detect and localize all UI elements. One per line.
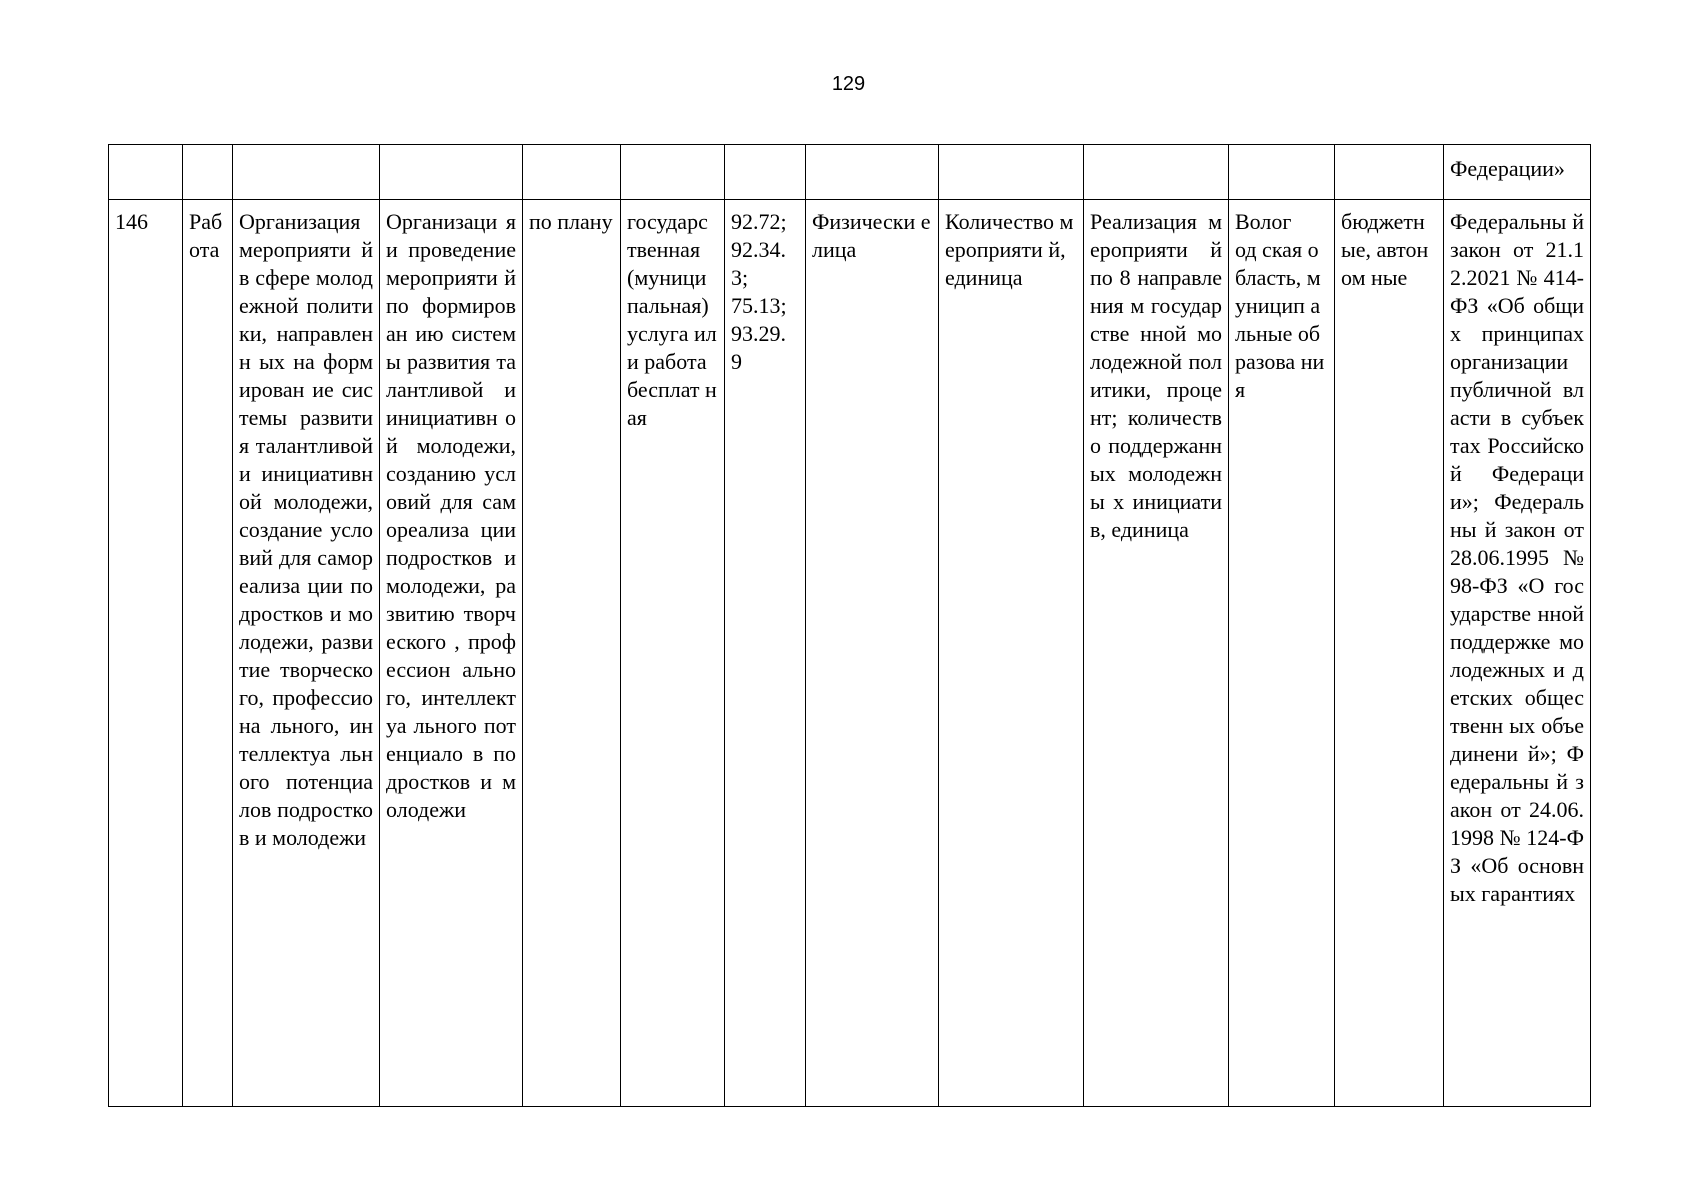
cell-owner xyxy=(1229,145,1335,200)
cell-content xyxy=(380,200,523,1107)
service-kind-text: государс твенная (муници пальная) услуга или работа бесплат ная xyxy=(627,209,717,430)
row-number-text: 146 xyxy=(115,209,148,234)
periodicity-text: по плану xyxy=(529,209,613,234)
cell-volume-indicator xyxy=(939,200,1084,1107)
table-row xyxy=(109,145,1591,200)
cell-content xyxy=(380,145,523,200)
cell-type xyxy=(183,200,233,1107)
volume-indicator-text: Количество мероприяти й, единица xyxy=(945,209,1074,290)
cell-type xyxy=(183,145,233,200)
cell-okved xyxy=(725,200,806,1107)
legal-basis-text: Федерации» xyxy=(1450,156,1565,181)
cell-name xyxy=(233,145,380,200)
cell-number xyxy=(109,145,183,200)
institution-type-text: бюджетн ые, автоном ные xyxy=(1341,209,1429,290)
okved-text: 92.72; 92.34. 3; 75.13; 93.29. 9 xyxy=(731,209,787,374)
cell-volume-indicator xyxy=(939,145,1084,200)
cell-quality-indicator xyxy=(1084,145,1229,200)
cell-legal-basis xyxy=(1444,200,1591,1107)
content-text: Организаци я и проведение мероприяти й по формирован ию системы развития талантливой и инициативн ой молодежи, созданию условий для самореализа ции подростков и молодежи, развитию творческого , профессион ального, интеллектуа льного потенциало в подростков и молодежи xyxy=(386,209,516,822)
cell-consumers xyxy=(806,200,939,1107)
cell-name xyxy=(233,200,380,1107)
page-number: 129 xyxy=(831,73,866,95)
cell-periodicity xyxy=(523,145,621,200)
owner-text: Волог од ская область, муницип альные образова ния xyxy=(1235,209,1325,402)
cell-okved xyxy=(725,145,806,200)
cell-quality-indicator xyxy=(1084,200,1229,1107)
table-row xyxy=(109,200,1591,1107)
cell-number xyxy=(109,200,183,1107)
cell-service-kind xyxy=(621,145,725,200)
cell-institution-type xyxy=(1335,145,1444,200)
cell-consumers xyxy=(806,145,939,200)
services-register-table xyxy=(108,144,1591,1107)
cell-legal-basis xyxy=(1444,145,1591,200)
cell-institution-type xyxy=(1335,200,1444,1107)
name-text: Организация мероприяти й в сфере молодежной политики, направленн ых на формирован ие системы развития талантливой и инициативн ой молодежи, создание условий для самореализа ции подростков и молодежи, развитие творческого, профессиона льного, интеллектуа льного потенциалов подростков и молодежи xyxy=(239,209,373,850)
legal-basis-text: Федеральны й закон от 21.12.2021 № 414-ФЗ «Об общих принципах организации публичной власти в субъектах Российской Федерации»; Федеральны й закон от 28.06.1995 № 98-ФЗ «О государстве нной поддержке молодежных и детских общественн ых объединени й»; Федеральны й закон от 24.06.1998 № 124-ФЗ «Об основных гарантиях xyxy=(1450,209,1584,906)
cell-periodicity xyxy=(523,200,621,1107)
consumers-text: Физически е лица xyxy=(812,209,931,262)
quality-indicator-text: Реализация мероприяти й по 8 направления м государстве нной молодежной политики, процент; количество поддержанн ых молодежны х инициатив, единица xyxy=(1090,209,1222,542)
type-text: Раб ота xyxy=(189,209,223,262)
cell-owner xyxy=(1229,200,1335,1107)
cell-service-kind xyxy=(621,200,725,1107)
